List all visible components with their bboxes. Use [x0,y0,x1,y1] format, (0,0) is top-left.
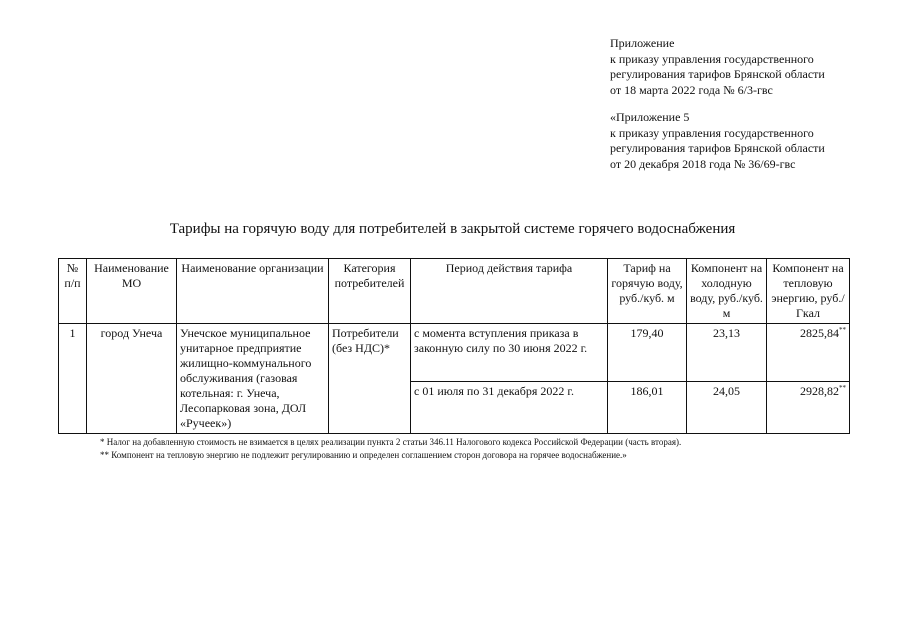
cell-period: с момента вступления приказа в законную силу по 30 июня 2022 г. [411,324,608,382]
header-period: Период действия тарифа [411,259,608,324]
cell-category: Потребители (без НДС)* [329,324,411,434]
header-tariff: Тариф на горячую воду, руб./куб. м [608,259,687,324]
footnote-heat-component: ** Компонент на тепловую энергию не подлежит регулированию и определен соглашением сторон договора на горячее водоснабжение.» [100,450,627,460]
cell-num: 1 [59,324,87,434]
tariff-table [58,258,850,434]
cell-cold: 23,13 [687,324,767,382]
appendix-line: регулирования тарифов Брянской области [610,141,825,155]
heat-footnote-mark: ** [839,326,846,334]
cell-heat [767,381,850,433]
appendix-line: регулирования тарифов Брянской области [610,67,825,81]
header-category: Категория потребителей [329,259,411,324]
header-cold: Компонент на холодную воду, руб./куб. м [687,259,767,324]
cell-mo: город Унеча [87,324,177,434]
header-num: № п/п [59,259,87,324]
header-mo: Наименование МО [87,259,177,324]
appendix-line: «Приложение 5 [610,110,690,124]
header-org: Наименование организации [177,259,329,324]
cell-tariff: 186,01 [608,381,687,433]
heat-value: 2928,82 [800,383,839,398]
table-row [59,324,850,382]
appendix-reference [610,110,825,172]
footnote-vat: * Налог на добавленную стоимость не взимается в целях реализации пункта 2 статьи 346.11 Налогового кодекса Российской Федерации (часть вторая). [100,437,682,447]
table-header-row [59,259,850,324]
appendix-line: Приложение [610,36,675,50]
cell-period: с 01 июля по 31 декабря 2022 г. [411,381,608,433]
footnotes [100,436,681,462]
heat-value: 2825,84 [800,326,839,340]
cell-tariff: 179,40 [608,324,687,382]
cell-heat [767,324,850,382]
header-heat: Компонент на тепловую энергию, руб./Гкал [767,259,850,324]
document-title: Тарифы на горячую воду для потребителей в закрытой системе горячего водоснабжения [169,221,736,237]
cell-cold: 24,05 [687,381,767,433]
appendix-line: от 18 марта 2022 года № 6/3-гвс [610,82,773,97]
appendix-line: к приказу управления государственного [610,125,814,140]
appendix-line: от 20 декабря 2018 года № 36/69-гвс [610,156,796,171]
heat-footnote-mark: ** [839,383,846,392]
appendix-line: к приказу управления государственного [610,51,814,66]
cell-org: Унечское муниципальное унитарное предприятие жилищно-коммунального обслуживания (газовая котельная: г. Унеча, Лесопарковая зона, ДОЛ «Ручеек») [177,324,329,434]
appendix-header [610,36,825,98]
